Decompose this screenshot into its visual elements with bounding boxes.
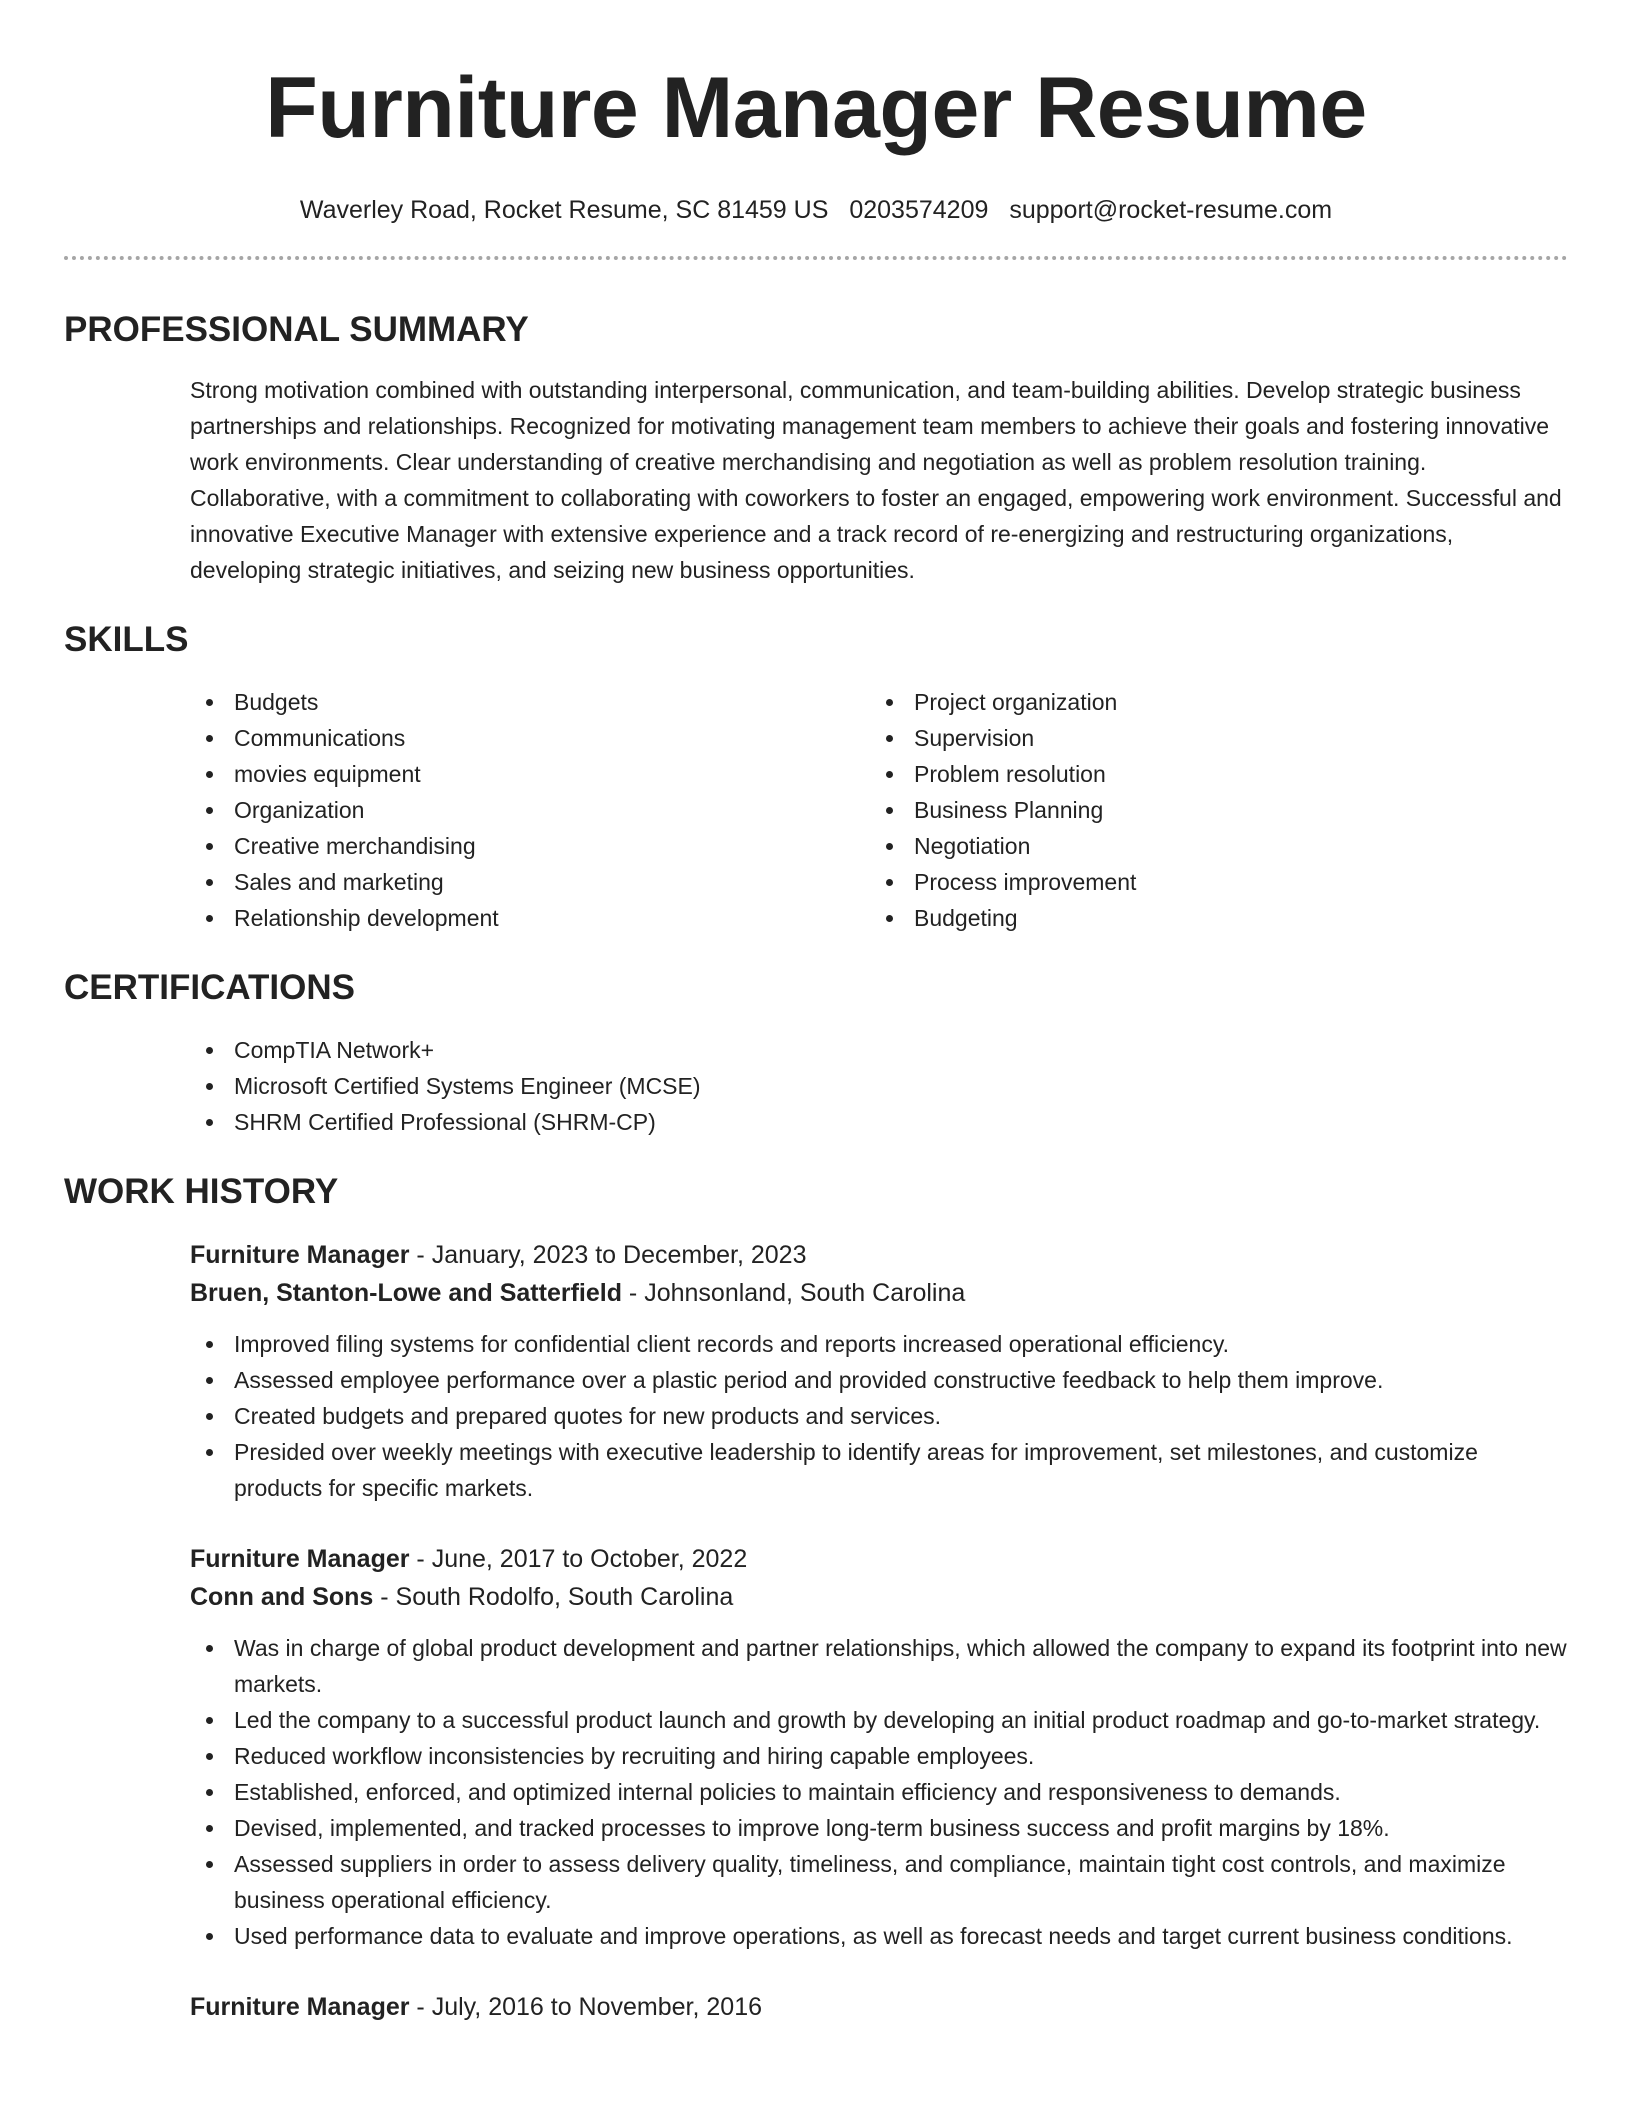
- contact-address: Waverley Road, Rocket Resume, SC 81459 US: [299, 196, 829, 224]
- job-entry: [190, 1988, 1568, 2026]
- job-location: - Johnsonland, South Carolina: [621, 1279, 966, 1307]
- certification-item: CompTIA Network+: [190, 1032, 1568, 1068]
- job-duties-list: [190, 1326, 1568, 1506]
- job-duty: Created budgets and prepared quotes for new products and services.: [190, 1398, 1568, 1434]
- summary-heading: PROFESSIONAL SUMMARY: [64, 310, 529, 349]
- resume-title: Furniture Manager Resume: [265, 60, 1367, 156]
- skill-item: Creative merchandising: [190, 828, 870, 864]
- job-duty: Used performance data to evaluate and improve operations, as well as forecast needs and target current business conditions.: [190, 1918, 1568, 1954]
- contact-phone: 0203574209: [849, 196, 989, 224]
- skill-item: Negotiation: [870, 828, 1550, 864]
- job-dates: - January, 2023 to December, 2023: [409, 1241, 807, 1269]
- skills-heading: SKILLS: [64, 620, 189, 659]
- skill-item: Project organization: [870, 684, 1550, 720]
- certification-item: Microsoft Certified Systems Engineer (MCSE): [190, 1068, 1568, 1104]
- summary-text: Strong motivation combined with outstanding interpersonal, communication, and team-building abilities. Develop strategic business partnerships and relationships. Recognized for motivating management team members to achieve their goals and fostering innovative work environments. Clear understanding of creative merchandising and negotiation as well as problem resolution training. Collaborative, with a commitment to collaborating with coworkers to foster an engaged, empowering work environment. Successful and innovative Executive Manager with extensive experience and a track record of re-energizing and restructuring organizations, developing strategic initiatives, and seizing new business opportunities.: [190, 377, 1562, 583]
- job-duty: Improved filing systems for confidential client records and reports increased operational efficiency.: [190, 1326, 1568, 1362]
- job-title: Furniture Manager: [190, 1545, 410, 1573]
- job-title: Furniture Manager: [190, 1993, 410, 2021]
- skill-item: Problem resolution: [870, 756, 1550, 792]
- job-duties-list: [190, 1630, 1568, 1954]
- job-duty: Reduced workflow inconsistencies by recruiting and hiring capable employees.: [190, 1738, 1568, 1774]
- job-company-line: [190, 1274, 1568, 1312]
- contact-line: [64, 194, 1568, 226]
- job-duty: Led the company to a successful product launch and growth by developing an initial product roadmap and go-to-market strategy.: [190, 1702, 1568, 1738]
- skill-item: Relationship development: [190, 900, 870, 936]
- skills-column-left: [190, 684, 870, 936]
- skill-item: movies equipment: [190, 756, 870, 792]
- skill-item: Process improvement: [870, 864, 1550, 900]
- skill-item: Business Planning: [870, 792, 1550, 828]
- skill-item: Organization: [190, 792, 870, 828]
- job-duty: Was in charge of global product development and partner relationships, which allowed the company to expand its footprint into new markets.: [190, 1630, 1568, 1702]
- job-duty: Assessed employee performance over a plastic period and provided constructive feedback to help them improve.: [190, 1362, 1568, 1398]
- job-title: Furniture Manager: [190, 1241, 410, 1269]
- skills-list: [190, 684, 1568, 936]
- skills-column-right: [870, 684, 1550, 936]
- skill-item: Supervision: [870, 720, 1550, 756]
- job-entry: [190, 1540, 1568, 1954]
- work-history-heading: WORK HISTORY: [64, 1172, 339, 1211]
- skill-item: Budgeting: [870, 900, 1550, 936]
- job-company: Conn and Sons: [190, 1583, 374, 1611]
- skill-item: Budgets: [190, 684, 870, 720]
- job-duty: Established, enforced, and optimized internal policies to maintain efficiency and responsiveness to demands.: [190, 1774, 1568, 1810]
- job-duty: Assessed suppliers in order to assess delivery quality, timeliness, and compliance, maintain tight cost controls, and maximize business operational efficiency.: [190, 1846, 1568, 1918]
- job-duty: Devised, implemented, and tracked processes to improve long-term business success and profit margins by 18%.: [190, 1810, 1568, 1846]
- job-company-line: [190, 1578, 1568, 1616]
- job-location: - South Rodolfo, South Carolina: [373, 1583, 734, 1611]
- header-divider: [64, 256, 1568, 260]
- job-title-line: [190, 1988, 1568, 2026]
- job-title-line: [190, 1236, 1568, 1274]
- skill-item: Sales and marketing: [190, 864, 870, 900]
- skill-item: Communications: [190, 720, 870, 756]
- job-entry: [190, 1236, 1568, 1506]
- job-dates: - July, 2016 to November, 2016: [409, 1993, 762, 2021]
- certifications-list: [190, 1032, 1568, 1140]
- job-title-line: [190, 1540, 1568, 1578]
- job-duty: Presided over weekly meetings with executive leadership to identify areas for improvement, set milestones, and customize products for specific markets.: [190, 1434, 1568, 1506]
- job-dates: - June, 2017 to October, 2022: [409, 1545, 748, 1573]
- certifications-heading: CERTIFICATIONS: [64, 968, 356, 1007]
- contact-email: support@rocket-resume.com: [1009, 196, 1333, 224]
- job-company: Bruen, Stanton-Lowe and Satterfield: [190, 1279, 622, 1307]
- certification-item: SHRM Certified Professional (SHRM-CP): [190, 1104, 1568, 1140]
- resume-page: [64, 0, 1568, 2026]
